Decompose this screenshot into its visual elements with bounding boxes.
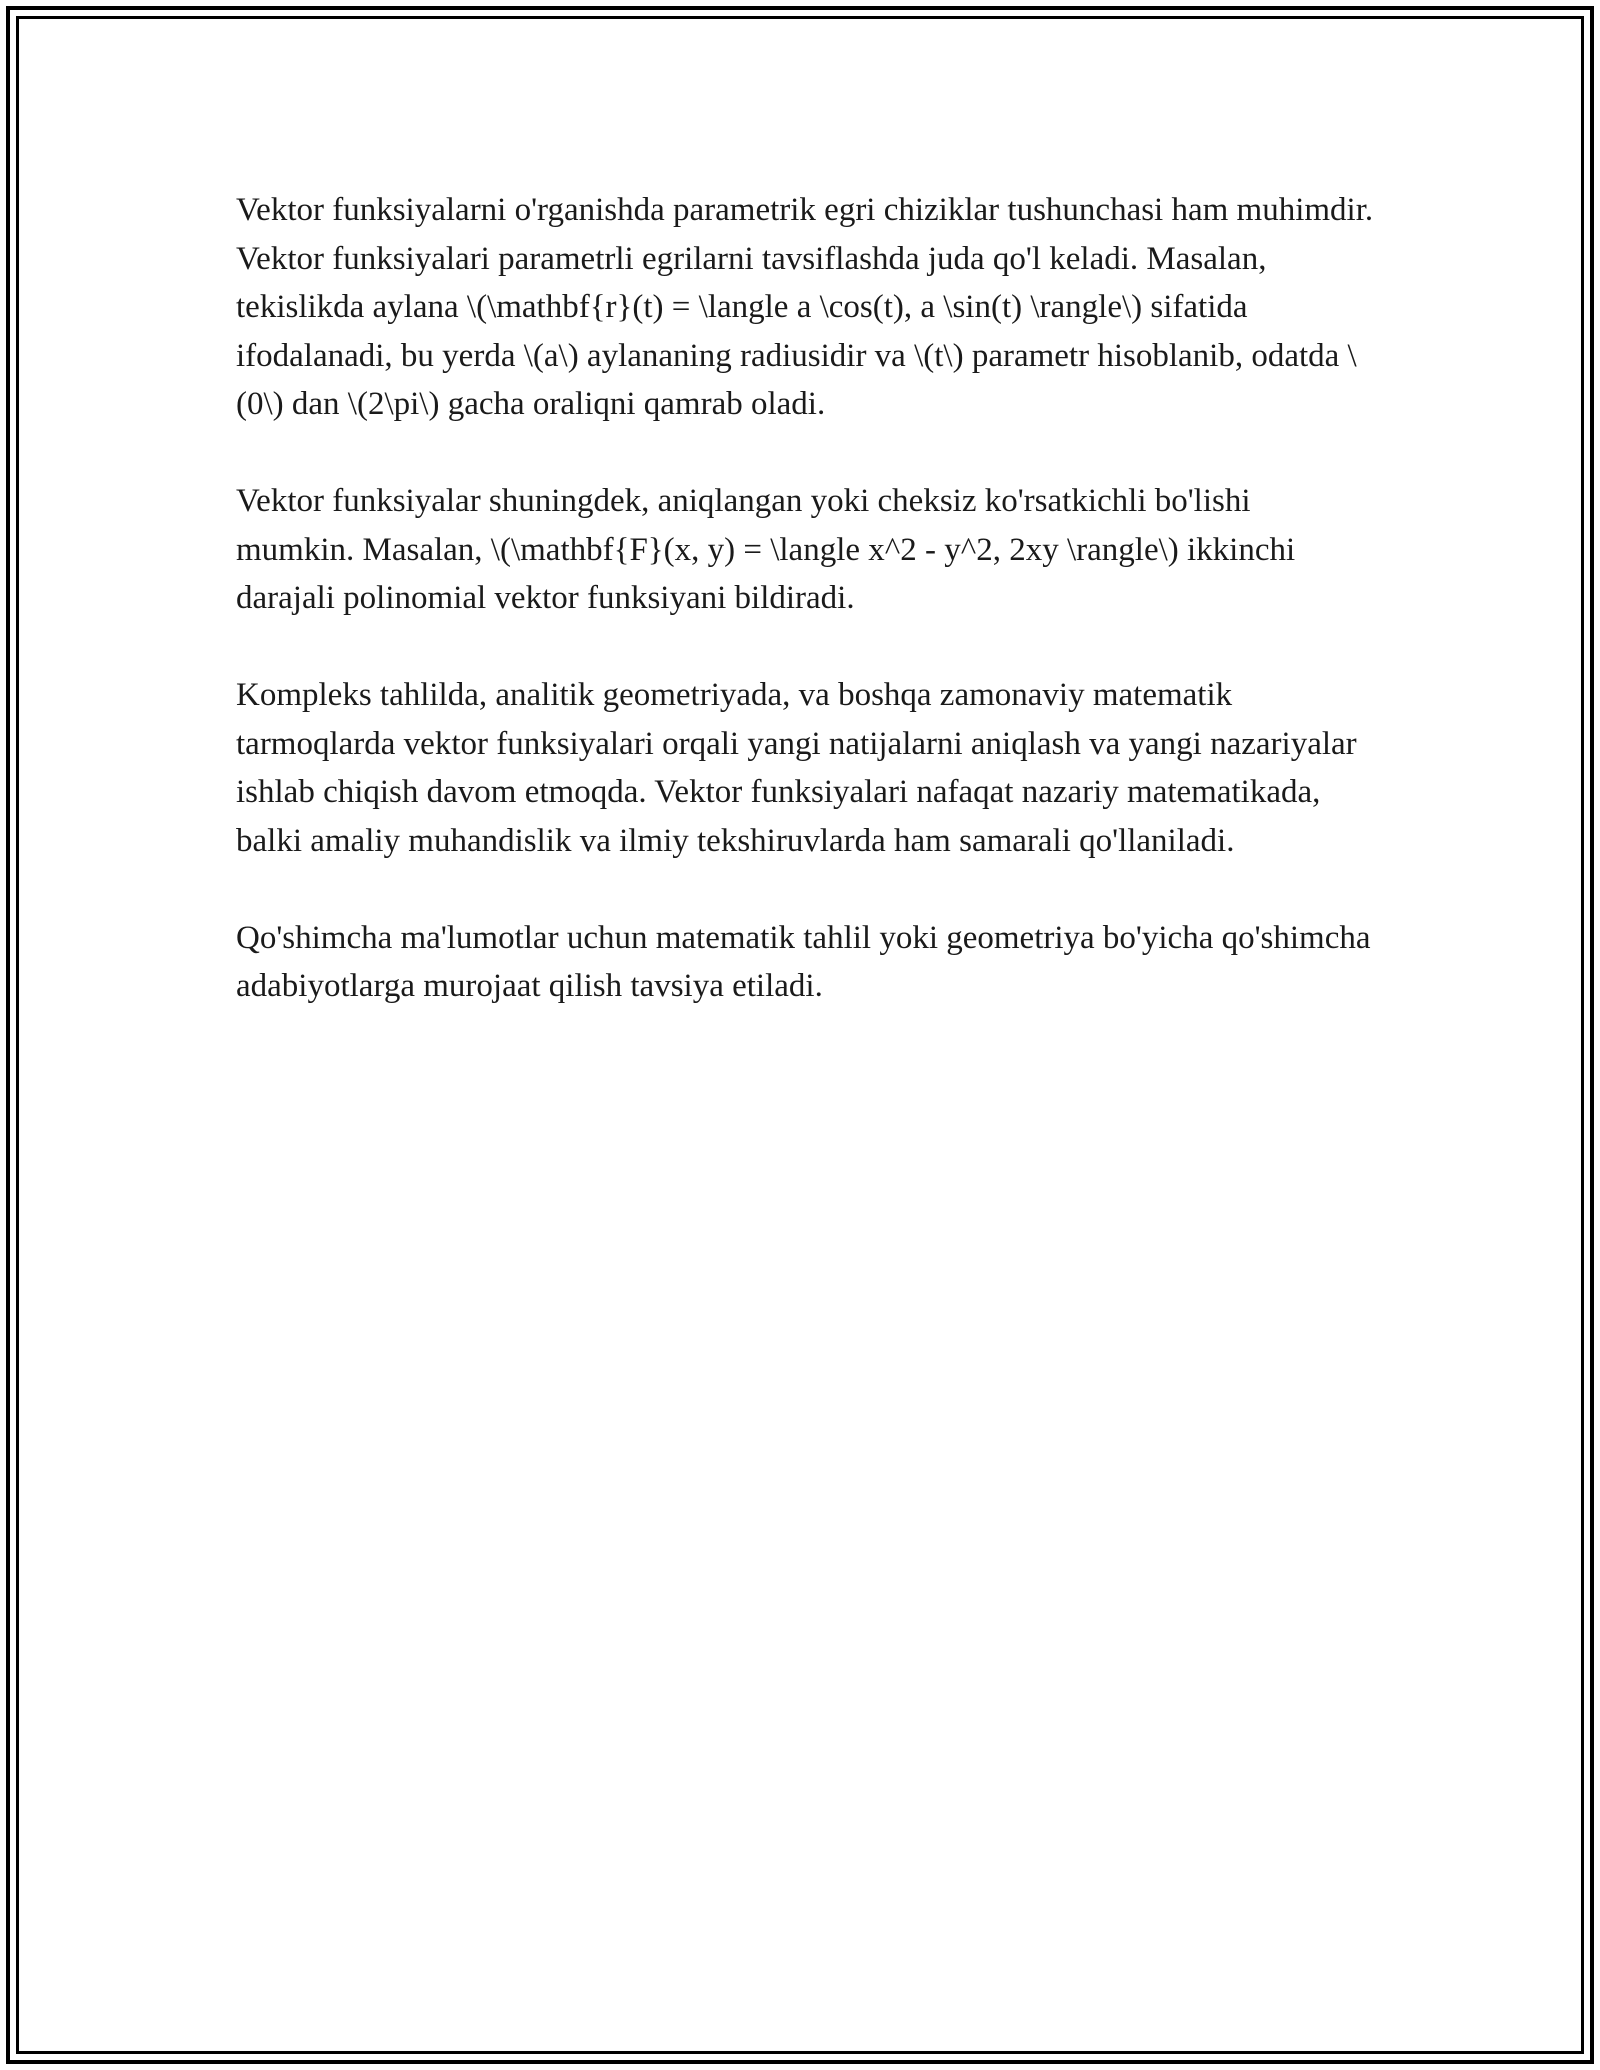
paragraph-parametric-curves: Vektor funksiyalarni o'rganishda parametrik egri chiziklar tushunchasi ham muhimdir. Vektor funksiyalari parametrli egrilarni tavsiflashda juda qo'l keladi. Masalan, tekislikda aylana \(\mathbf{r}(t) = \langle a \cos(t), a \sin(t) \rangle\) sifatida ifodalanadi, bu yerda \(a\) aylananing radiusidir va \(t\) parametr hisoblanib, odatda \(0\) dan \(2\pi\) gacha oraliqni qamrab oladi. (236, 192, 1374, 422)
paragraph-further-reading: Qo'shimcha ma'lumotlar uchun matematik tahlil yoki geometriya bo'yicha qo'shimcha adabiyotlarga murojaat qilish tavsiya etiladi. (236, 919, 1371, 1004)
paragraph-polynomial-vector-function: Vektor funksiyalar shuningdek, aniqlangan yoki cheksiz ko'rsatkichli bo'lishi mumkin. Masalan, \(\mathbf{F}(x, y) = \langle x^2 - y^2, 2xy \rangle\) ikkinchi darajali polinomial vektor funksiyani bildiradi. (236, 483, 1296, 616)
paragraph-applications: Kompleks tahlilda, analitik geometriyada, va boshqa zamonaviy matematik tarmoqlarda vektor funksiyalari orqali yangi natijalarni aniqlash va yangi nazariyalar ishlab chiqish davom etmoqda. Vektor funksiyalari nafaqat nazariy matematikada, balki amaliy muhandislik va ilmiy tekshiruvlarda ham samarali qo'llaniladi. (236, 677, 1357, 859)
document-body (236, 186, 1376, 1059)
